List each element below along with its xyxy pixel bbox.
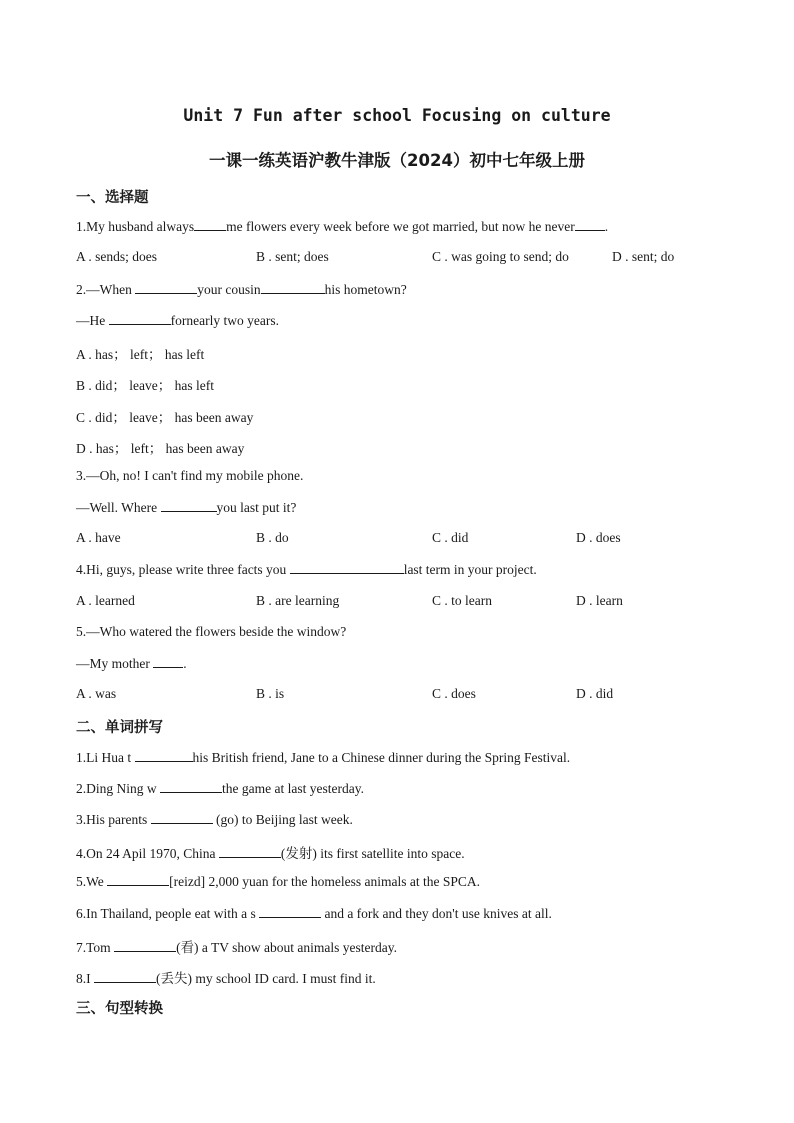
item-text: and a fork and they don't use knives at all. (321, 906, 552, 921)
answer-blank[interactable] (135, 749, 193, 762)
question-text: last term in your project. (403, 562, 537, 577)
question-3-reply (76, 499, 296, 516)
option-a[interactable]: A . have (76, 530, 121, 545)
option-b[interactable]: B . did； leave； has left (76, 378, 214, 393)
question-text: —He (76, 313, 109, 328)
item-text: (go) to Beijing last week. (212, 812, 353, 827)
page-subtitle: 一课一练英语沪教牛津版（2024）初中七年级上册 (209, 151, 585, 170)
section-heading-multiple-choice: 一、选择题 (76, 190, 149, 206)
question-text: you last put it? (216, 500, 297, 515)
answer-blank[interactable] (161, 499, 217, 512)
question-5-reply (76, 655, 187, 672)
item-text: 2.Ding Ning w (76, 781, 160, 796)
option-c[interactable]: C . was going to send; do (432, 249, 569, 264)
question-4 (76, 561, 537, 578)
spelling-item-8 (76, 967, 376, 987)
spelling-item-5 (76, 873, 480, 890)
question-text: . (604, 219, 609, 234)
option-a[interactable]: A . was (76, 686, 117, 701)
answer-blank[interactable] (153, 655, 183, 668)
section-heading-sentence-transform: 三、句型转换 (76, 1001, 163, 1017)
item-text: 1.Li Hua t (76, 750, 135, 765)
option-b[interactable]: B . are learning (256, 593, 340, 608)
page-title: Unit 7 Fun after school Focusing on culture (183, 106, 611, 125)
question-text: fornearly two years. (170, 313, 279, 328)
answer-blank[interactable] (114, 939, 176, 952)
spelling-item-1 (76, 749, 570, 766)
answer-blank[interactable] (575, 218, 605, 231)
item-text: (看) a TV show about animals yesterday. (176, 940, 398, 955)
question-text: 1.My husband always (76, 219, 195, 234)
item-text: (发射) its first satellite into space. (280, 846, 465, 861)
answer-blank[interactable] (94, 970, 156, 983)
item-text: 7.Tom (76, 940, 115, 955)
question-text: 4.Hi, guys, please write three facts you (76, 562, 290, 577)
question-2 (76, 281, 407, 298)
item-text: 8.I (76, 971, 94, 986)
question-text: your cousin (197, 282, 261, 297)
spelling-item-6 (76, 905, 552, 922)
option-c[interactable]: C . to learn (432, 593, 492, 608)
spelling-item-2 (76, 780, 364, 797)
option-d[interactable]: D . did (576, 686, 614, 701)
answer-blank[interactable] (194, 218, 226, 231)
spelling-item-4 (76, 842, 465, 862)
answer-blank[interactable] (290, 561, 404, 574)
option-d[interactable]: D . has； left； has been away (76, 441, 245, 456)
answer-blank[interactable] (160, 780, 222, 793)
option-b[interactable]: B . is (256, 686, 285, 701)
item-text: 5.We (76, 874, 108, 889)
question-text: —My mother (76, 656, 154, 671)
item-text: [reizd] 2,000 yuan for the homeless animals at the SPCA. (169, 874, 480, 889)
item-text: his British friend, Jane to a Chinese dinner during the Spring Festival. (192, 750, 571, 765)
question-1 (76, 218, 608, 235)
item-text: (丢失) my school ID card. I must find it. (156, 971, 376, 986)
item-text: 3.His parents (76, 812, 151, 827)
answer-blank[interactable] (135, 281, 197, 294)
option-a[interactable]: A . sends; does (76, 249, 157, 264)
option-c[interactable]: C . does (432, 686, 476, 701)
question-text: 2.—When (76, 282, 136, 297)
option-c[interactable]: C . did； leave； has been away (76, 410, 254, 425)
option-d[interactable]: D . sent; do (612, 249, 675, 264)
answer-blank[interactable] (261, 281, 325, 294)
option-b[interactable]: B . do (256, 530, 289, 545)
spelling-item-3 (76, 811, 353, 828)
item-text: the game at last yesterday. (222, 781, 364, 796)
question-3: 3.—Oh, no! I can't find my mobile phone. (76, 468, 304, 483)
item-text: 4.On 24 Apil 1970, China (76, 846, 219, 861)
answer-blank[interactable] (219, 845, 281, 858)
answer-blank[interactable] (109, 312, 171, 325)
option-a[interactable]: A . has； left； has left (76, 347, 205, 362)
question-text: his hometown? (324, 282, 407, 297)
option-c[interactable]: C . did (432, 530, 469, 545)
question-5: 5.—Who watered the flowers beside the window? (76, 624, 347, 639)
answer-blank[interactable] (107, 873, 169, 886)
section-heading-spelling: 二、单词拼写 (76, 720, 163, 736)
answer-blank[interactable] (259, 905, 321, 918)
option-d[interactable]: D . learn (576, 593, 623, 608)
option-a[interactable]: A . learned (76, 593, 135, 608)
item-text: 6.In Thailand, people eat with a s (76, 906, 260, 921)
spelling-item-7 (76, 936, 397, 956)
question-2-reply (76, 312, 279, 329)
question-text: . (183, 656, 187, 671)
question-text: me flowers every week before we got married, but now he never (226, 219, 575, 234)
option-d[interactable]: D . does (576, 530, 621, 545)
option-b[interactable]: B . sent; does (256, 249, 329, 264)
answer-blank[interactable] (151, 811, 213, 824)
question-text: —Well. Where (76, 500, 161, 515)
